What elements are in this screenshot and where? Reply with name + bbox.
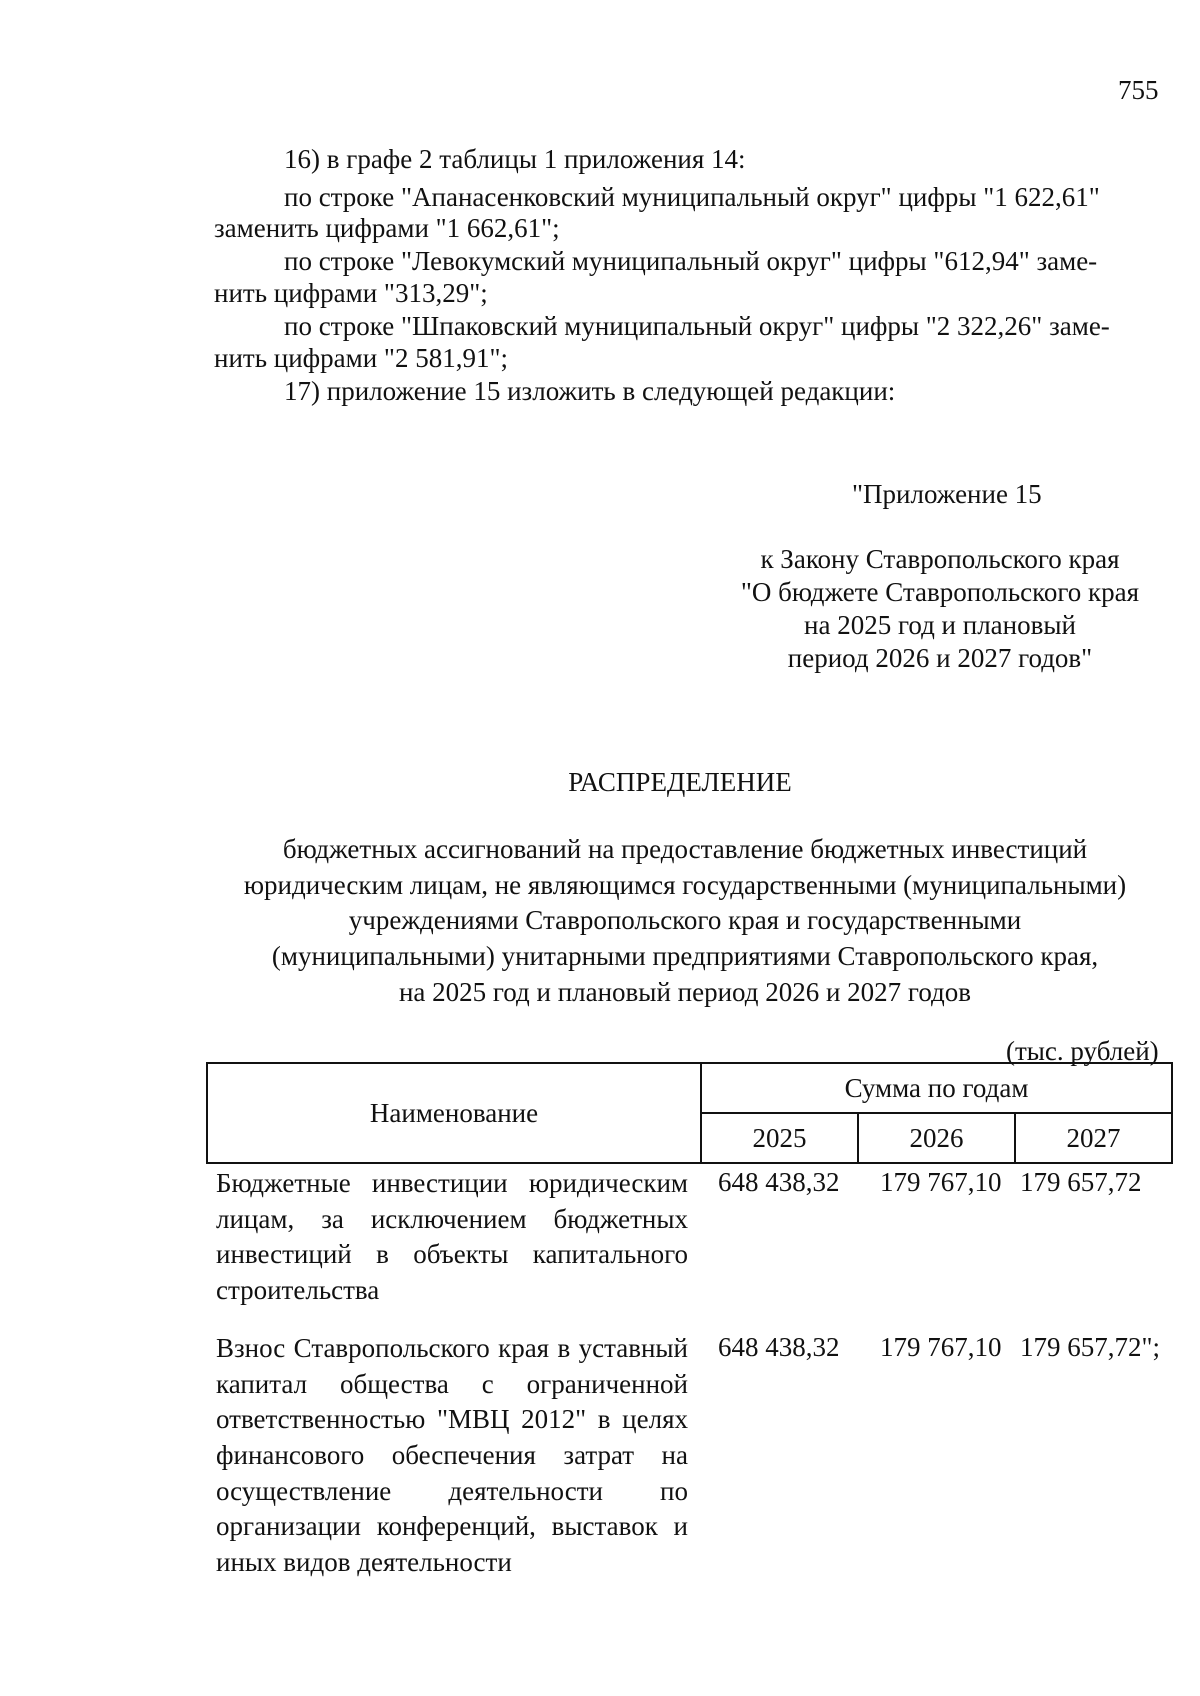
document-subtitle: [185, 832, 1185, 1010]
units-label: (тыс. рублей): [1006, 1036, 1159, 1066]
value-2026: 179 767,10: [880, 1167, 1002, 1197]
item16-line2: по строке "Левокумский муниципальный округ" цифры "612,94" заме-: [284, 246, 1098, 276]
item16-heading: 16) в графе 2 таблицы 1 приложения 14:: [284, 144, 746, 174]
preamble-line: период 2026 и 2027 годов": [787, 642, 1093, 673]
item16-line1: по строке "Апанасенковский муниципальный округ" цифры "1 622,61": [284, 182, 1100, 212]
preamble-line: на 2025 год и плановый: [804, 609, 1076, 640]
row-name: Бюджетные инвестиции юридическим лицам, за исключением бюджетных инвестиций в объекты капитального строительства: [216, 1168, 688, 1305]
page-number: 755: [1118, 75, 1159, 105]
item16-line3-continued: нить цифрами "2 581,91";: [214, 343, 508, 373]
value-2027: 179 657,72";: [1020, 1332, 1161, 1362]
column-header-name: Наименование: [207, 1063, 701, 1163]
value-2025: 648 438,32: [718, 1167, 840, 1197]
appendix-preamble: [700, 543, 1180, 675]
subtitle-line: юридическим лицам, не являющимся государственными (муниципальными): [243, 869, 1127, 900]
preamble-line: к Закону Ставропольского края: [760, 544, 1120, 574]
value-2027: 179 657,72: [1020, 1167, 1142, 1197]
preamble-line: "О бюджете Ставропольского края: [740, 576, 1140, 607]
subtitle-line: бюджетных ассигнований на предоставление бюджетных инвестиций: [282, 834, 1088, 864]
subtitle-line: (муниципальными) унитарными предприятиями Ставропольского края,: [271, 940, 1099, 971]
document-title: РАСПРЕДЕЛЕНИЕ: [568, 767, 792, 797]
value-2025: 648 438,32: [718, 1332, 840, 1362]
column-header-year: 2025: [701, 1113, 858, 1163]
item16-line2-continued: нить цифрами "313,29";: [214, 278, 488, 308]
column-header-sum-by-years: Сумма по годам: [701, 1063, 1172, 1113]
item16-line3: по строке "Шпаковский муниципальный округ" цифры "2 322,26" заме-: [284, 311, 1110, 341]
budget-table: [206, 1062, 1173, 1164]
item17: 17) приложение 15 изложить в следующей редакции:: [284, 376, 896, 406]
subtitle-line: учреждениями Ставропольского края и государственными: [348, 905, 1022, 936]
value-2026: 179 767,10: [880, 1332, 1002, 1362]
column-header-year: 2026: [858, 1113, 1015, 1163]
row-name: Взнос Ставропольского края в уставный капитал общества с ограниченной ответственностью "МВЦ 2012" в целях финансового обеспечения затрат на осуществление деятельности по организации конференций, выставок и иных видов деятельности: [216, 1333, 688, 1577]
subtitle-line: на 2025 год и плановый период 2026 и 2027 годов: [398, 976, 972, 1007]
item16-line1-continued: заменить цифрами "1 662,61";: [214, 213, 560, 243]
appendix-label: "Приложение 15: [852, 479, 1042, 509]
column-header-year: 2027: [1015, 1113, 1172, 1163]
